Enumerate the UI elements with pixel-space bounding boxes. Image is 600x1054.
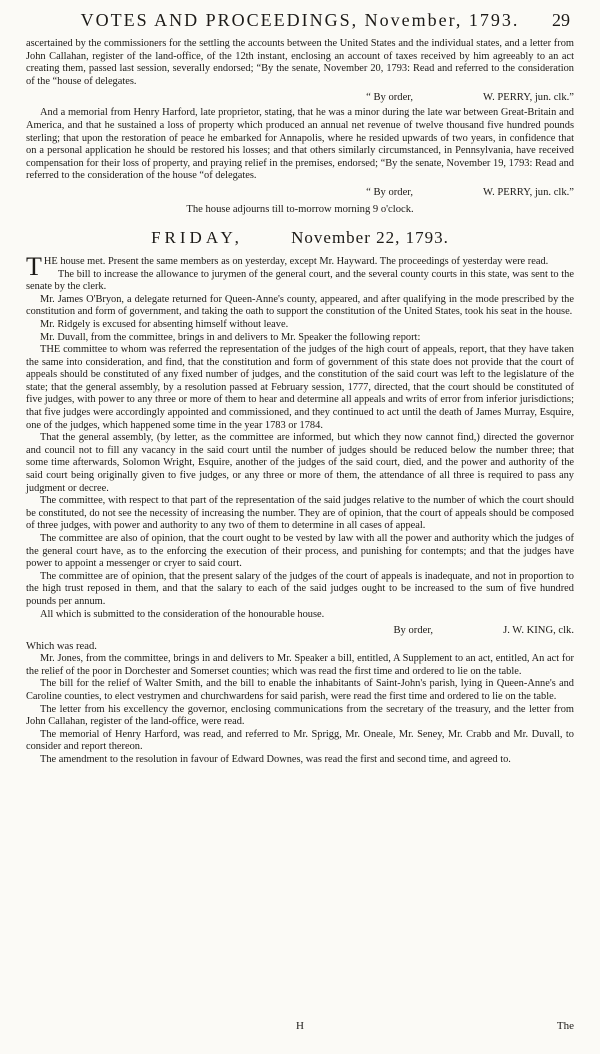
clerk-name: W. PERRY, jun. clk.” [483, 186, 574, 198]
paragraph: The committee are of opinion, that the present salary of the judges of the court of appeals is inadequate, and not in proportion to the high trust reposed in them, and that the salary to each of the said judges ought to be increased to the sum of five hundred pounds per annum. [26, 570, 574, 607]
paragraph: The amendment to the resolution in favour of Edward Downes, was read the first and second time, and agreed to. [40, 753, 511, 765]
signature-line [26, 91, 574, 104]
signature-mark: H [296, 1020, 304, 1032]
paragraph: The bill for the relief of Walter Smith, and the bill to enable the inhabitants of Saint-John's parish, lying in Queen-Anne's and Caroline counties, to elect vestrymen and churchwardens for said parish, were read the first time and ordered to lie on the table. [26, 678, 574, 702]
by-order: “ By order, [366, 186, 414, 198]
clerk-name: W. PERRY, jun. clk.” [483, 92, 574, 104]
paragraph: And a memorial from Henry Harford, late proprietor, stating, that he was a minor during the late war between Great-Britain and America, and that he sustained a loss of property which produced an annual net revenue of twelve thousand five hundred pounds sterling; that upon the restoration of peace he embarked for Annapolis, where he resided upwards of two years, in confidence that on a personal application he should be restored his losses; and that others similarly circumstanced, in Pennsylvania, have received compensation for their loss of property, and praying relief in the premises, endorsed; “By the senate, November 19, 1793: Read and referred to the consideration of the house “of delegates. [26, 107, 574, 182]
by-order: “ By order, [366, 92, 414, 104]
adjournment-note: The house adjourns till to-morrow morning 9 o'clock. [186, 203, 414, 215]
which-was-read [26, 640, 574, 653]
day-date: November 22, 1793. [291, 227, 449, 247]
paragraph: Mr. Jones, from the committee, brings in and delivers to Mr. Speaker a bill, entitled, A Supplement to an act, entitled, An act for the relief of the poor in Dorchester and Somerset counties; which was read the first time and ordered to lie on the table. [26, 653, 574, 677]
page-number: 29 [552, 10, 570, 30]
paragraph: The committee are also of opinion, that the court ought to be vested by law with all the power and authority which the judges of the general court have, as to the enforcing the execution of their process, and punishing for contempts; and that the judges have power to appoint a messenger or cryer to said court. [26, 533, 574, 570]
paragraph: ascertained by the commissioners for the settling the accounts between the United States and the individual states, and a letter from John Callahan, register of the land-office, of the 12th instant, enclosing an account of taxes received by him agreeably to an act creating them, passed last session, severally endorsed; “By the senate, November 20, 1793: Read and referred to the consideration of the “house of delegates. [26, 38, 574, 87]
paragraph: The bill to increase the allowance to jurymen of the general court, and the several county courts in this state, was sent to the senate by the clerk. [26, 268, 574, 293]
clerk-name: J. W. KING, clk. [503, 625, 574, 637]
header-title: VOTES AND PROCEEDINGS, November, 1793. [80, 10, 520, 30]
signature-line [26, 624, 574, 637]
paragraph: The committee, with respect to that part of the representation of the said judges relative to the number of which the court should be constituted, do not see the necessity of increasing the number. They are of opinion, that the court of appeals should be composed of three judges, with power and authority to any two of them to determine in all cases of appeal. [26, 495, 574, 532]
day-name: FRIDAY, [151, 227, 243, 247]
paragraph: THE committee to whom was referred the representation of the judges of the high court of appeals, report, that they have taken the same into consideration, and find, that the constitution and form of government of this state does not provide that the court of appeals should be constituted of any fixed number of judges, and the constitution of the said court was left to the legislature of the state; that the general assembly, by a resolution passed at February session, 1777, directed, that the court should be constituted of five judges, with power to any three or more of them to hear and determine all appeals and writs of error from inferior jurisdictions; that five judges were accordingly appointed and commissioned, and they continued to act until the death of James Murray, Esquire, one of the judges, which happened some time in the year 1783 or 1784. [26, 344, 574, 431]
paragraph: All which is submitted to the consideration of the honourable house. [40, 608, 325, 620]
day-heading [26, 228, 574, 248]
paragraph: The memorial of Henry Harford, was read, and referred to Mr. Sprigg, Mr. Oneale, Mr. Seney, Mr. Crabb and Mr. Duvall, to consider and report thereon. [26, 728, 574, 753]
paragraph: Mr. James O'Bryon, a delegate returned for Queen-Anne's county, appeared, and after qualifying in the mode prescribed by the constitution and form of government, and taking the oath to support the constitution of the United States, took his seat in the house. [26, 293, 574, 318]
paragraph: Mr. Duvall, from the committee, brings in and delivers to Mr. Speaker the following report: [40, 331, 421, 343]
page-footer [26, 1020, 574, 1036]
signature-line [26, 186, 574, 199]
paragraph: The letter from his excellency the governor, enclosing communications from the secretary of the treasury, and the letter from John Callahan, register of the land-office, were read. [26, 703, 574, 728]
catchword: The [556, 1020, 574, 1032]
by-order: By order, [393, 625, 434, 637]
running-header [26, 10, 574, 38]
paragraph: THE house met. Present the same members as on yesterday, except Mr. Hayward. The proceedings of yesterday were read. [26, 251, 549, 281]
which-read-text: Which was read. [26, 641, 97, 653]
paragraph: That the general assembly, (by letter, as the committee are informed, but which they now cannot find,) directed the governor and council not to fill any vacancy in the said court until the number of judges should be reduced below the number three; that some time afterwards, Solomon Wright, Esquire, another of the judges of the said court, died, and the power and authority of the said court being originally given to five judges, or any three or more of them, the attendance of all three is required to pass any judgment or decree. [26, 432, 574, 494]
paragraph: Mr. Ridgely is excused for absenting himself without leave. [40, 318, 289, 330]
